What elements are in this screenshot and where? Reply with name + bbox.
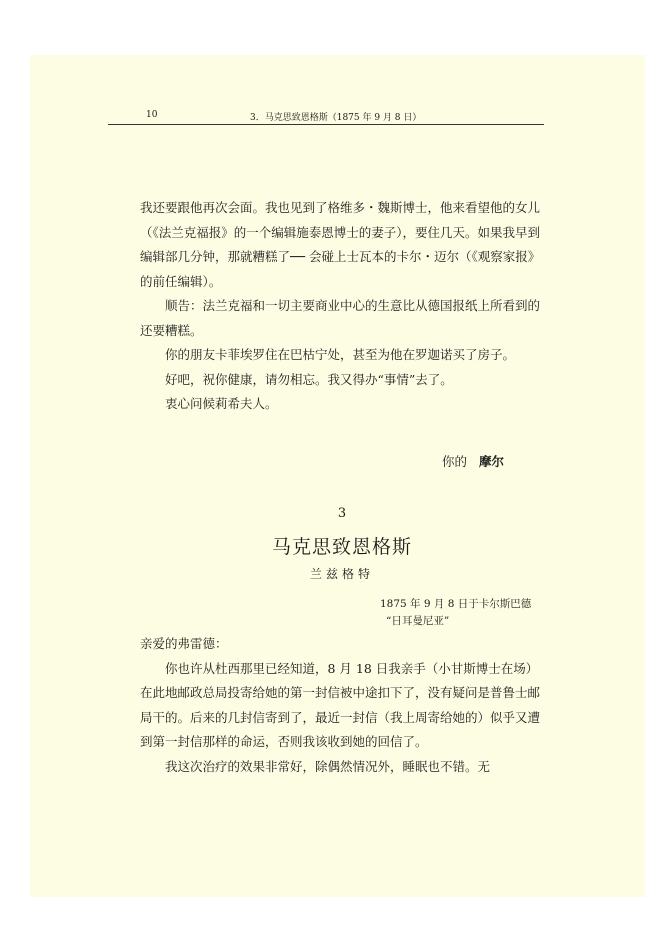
page-number: 10 [146, 110, 158, 120]
body-top [140, 196, 544, 417]
salutation: 亲爱的弗雷德： [140, 636, 228, 651]
letter-origin: 兰兹格特 [309, 567, 374, 581]
paragraph: 顺告：法兰克福和一切主要商业中心的生意比从德国报纸上所看到的还要糟糕。 [140, 298, 541, 338]
paragraph: 好吧，祝你健康，请勿相忘。我又得办“事情”去了。 [165, 371, 453, 387]
paragraph: 你也许从杜西那里已经知道，8 月 18 日我亲手（小甘斯博士在场）在此地邮政总局投寄给她的第一封信被中途扣下了，没有疑问是普鲁士邮局干的。后来的几封信寄到了，最近一封信（我上周寄给她的）似乎又遭到第一封信那样的命运，否则我该收到她的回信了。 [140, 660, 541, 749]
letter-title: 马克思致恩格斯 [271, 536, 412, 558]
signature-name: 摩尔 [478, 454, 504, 469]
dateline-address: “日耳曼尼亚” [386, 615, 450, 627]
paragraph: 衷心问候莉希夫人。 [165, 396, 278, 411]
paragraph: 我还要跟他再次会面。我也见到了格维多・魏斯博士，他来看望他的女儿（《法兰克福报》的一个编辑施泰恩博士的妻子），要住几天。如果我早到编辑部几分钟，那就糟糕了── 会碰上士瓦本的卡尔・迈尔（《观察家报》的前任编辑）。 [140, 200, 541, 289]
paragraph: 你的朋友卡菲埃罗住在巴枯宁处，甚至为他在罗迦诺买了房子。 [165, 347, 516, 362]
letter-body [140, 632, 544, 779]
page-header [108, 108, 544, 125]
running-title: 3．马克思致恩格斯（1875 年 9 月 8 日） [250, 113, 422, 123]
dateline-date: 1875 年 9 月 8 日于卡尔斯巴德 [380, 598, 532, 610]
paragraph: 我这次治疗的效果非常好，除偶然情况外，睡眠也不错。无 [165, 758, 491, 774]
signature-prefix: 你的 [441, 454, 467, 469]
dateline [380, 596, 560, 630]
letter-number: 3 [337, 506, 347, 521]
signature [140, 452, 544, 470]
